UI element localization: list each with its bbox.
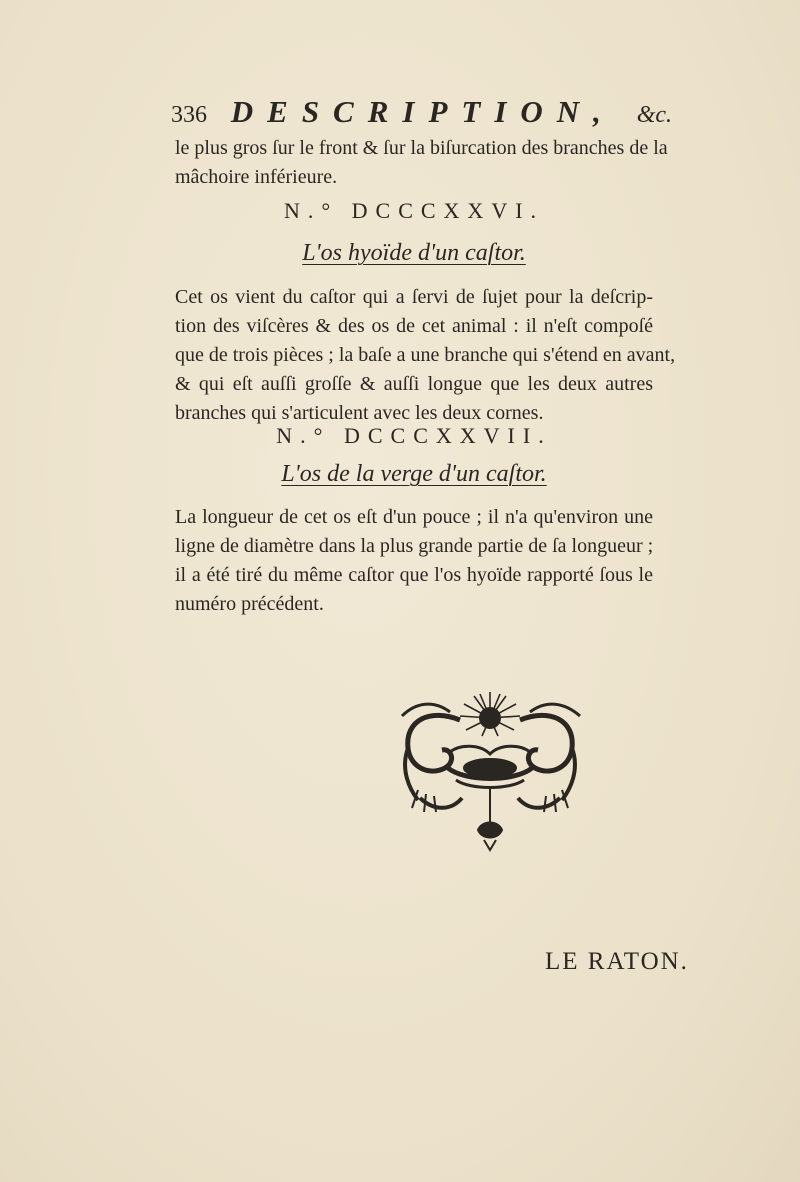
text-line: tion des viſcères & des os de cet animal : il n'eſt compoſé [175,315,653,337]
section-subtitle: L'os de la verge d'un caſtor. [281,461,547,487]
text-line: que de trois pièces ; la baſe a une branche qui s'étend en avant, [175,344,676,366]
text-line: La longueur de cet os eſt d'un pouce ; il n'a qu'environ une [175,506,653,528]
text-line: branches qui s'articulent avec les deux cornes. [175,402,544,424]
text-line: & qui eſt auſſi groſſe & auſſi longue que les deux autres [175,373,653,395]
text-line: numéro précédent. [175,593,324,615]
page-number: 336 [171,102,207,128]
fleuron-ornament-icon [390,690,600,855]
section-subtitle: L'os hyoïde d'un caſtor. [302,240,526,266]
text-line: Cet os vient du caſtor qui a ſervi de ſujet pour la deſcrip- [175,286,653,308]
text-line: mâchoire inférieure. [175,166,338,188]
text-line: ligne de diamètre dans la plus grande partie de ſa longueur ; [175,535,654,557]
text-line: le plus gros ſur le front & ſur la biſurcation des branches de la [175,137,668,159]
intro-paragraph [175,134,668,192]
running-title-etc: &c. [636,102,673,128]
section-paragraph [175,503,653,619]
section-paragraph [175,283,676,428]
catchword: LE RATON. [545,948,689,975]
section-number-heading: N.° DCCCXXVI. [283,198,545,223]
section-number-heading: N.° DCCCXXVII. [276,423,552,448]
running-title: DESCRIPTION, &c. [230,94,673,129]
text-line: il a été tiré du même caſtor que l'os hyoïde rapporté ſous le [175,564,653,586]
running-head [171,92,691,132]
